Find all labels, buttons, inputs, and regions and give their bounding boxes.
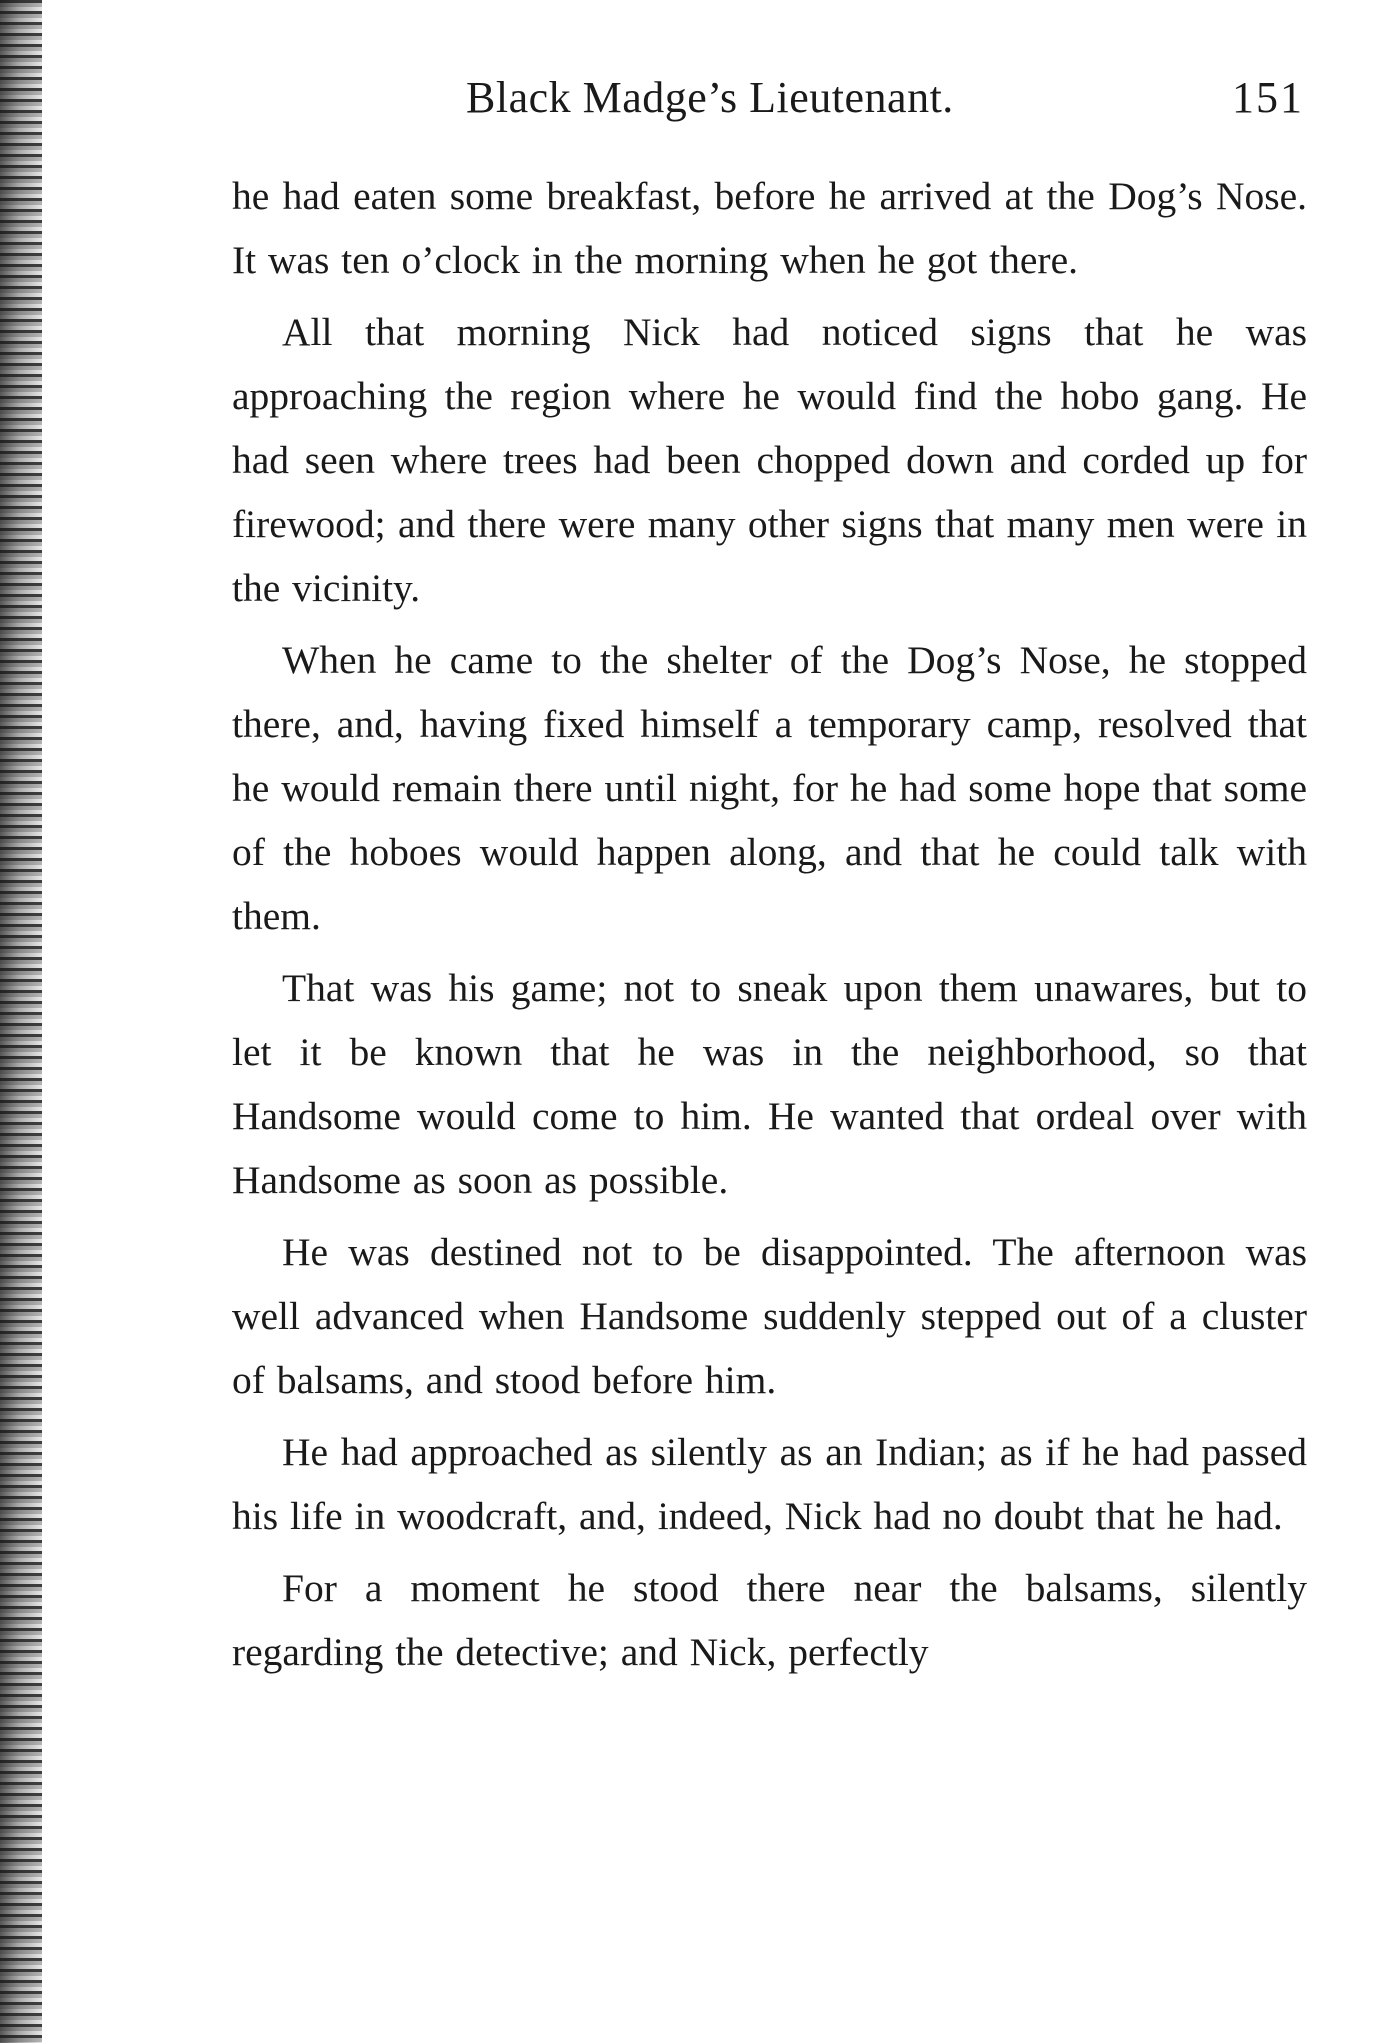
paragraph: He was destined not to be disappointed. The afternoon was well advanced when Handsome suddenly stepped out of a cluster of balsams, and stood before him. [232,1230,1307,1402]
page-number: 151 [1232,73,1304,122]
paragraph: That was his game; not to sneak upon them unawares, but to let it be known that he was in the neighborhood, so that Handsome would come to him. He wanted that ordeal over with Handsome as soon as possible. [232,966,1307,1202]
paragraph-continuation: he had eaten some breakfast, before he arrived at the Dog’s Nose. It was ten o’clock in the morning when he got there. [232,174,1307,282]
paragraph: When he came to the shelter of the Dog’s Nose, he stopped there, and, having fixed himself a temporary camp, resolved that he would remain there until night, for he had some hope that some of the hoboes would happen along, and that he could talk with them. [232,638,1307,938]
paragraph: He had approached as silently as an Indian; as if he had passed his life in woodcraft, and, indeed, Nick had no doubt that he had. [232,1430,1307,1538]
scanned-binding-edge [0,0,42,2043]
body-text [232,164,1307,1692]
paragraph: For a moment he stood there near the balsams, silently regarding the detective; and Nick, perfectly [232,1566,1307,1674]
running-title: Black Madge’s Lieutenant. [466,73,954,122]
paragraph: All that morning Nick had noticed signs that he was approaching the region where he would find the hobo gang. He had seen where trees had been chopped down and corded up for firewood; and there were many other signs that many men were in the vicinity. [232,310,1307,610]
running-header [0,72,1386,132]
